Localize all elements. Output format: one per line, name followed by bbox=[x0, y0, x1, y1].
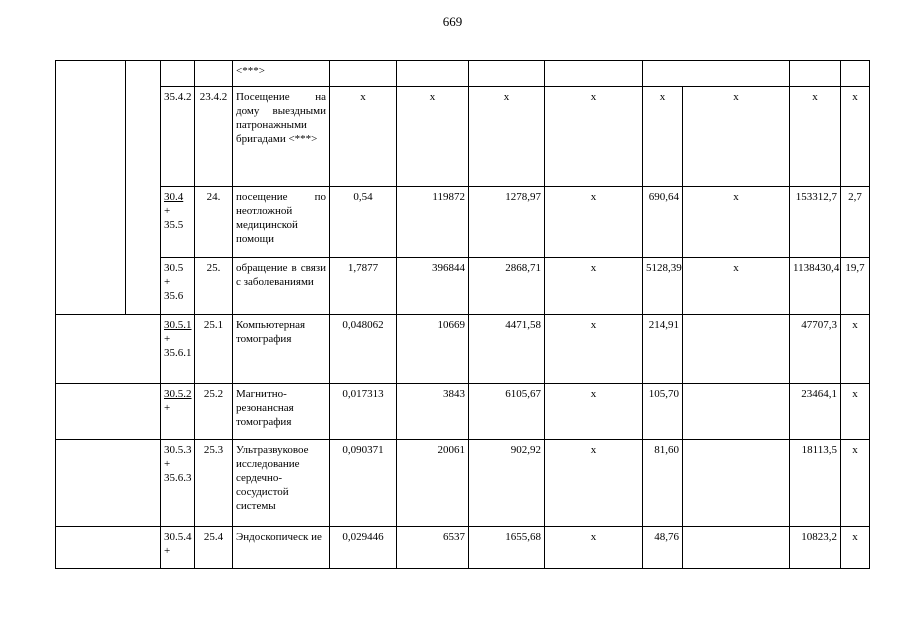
ref-cell: 30.5 + 35.6 bbox=[161, 258, 195, 315]
value-cell: x bbox=[841, 315, 870, 384]
ref-cell: 30.5.4 + bbox=[161, 527, 195, 569]
value-cell: x bbox=[841, 440, 870, 527]
value-cell bbox=[397, 61, 469, 87]
ref-cell bbox=[161, 61, 195, 87]
value-cell: 47707,3 bbox=[790, 315, 841, 384]
value-cell: 902,92 bbox=[469, 440, 545, 527]
value-cell: x bbox=[643, 87, 683, 187]
value-cell bbox=[683, 527, 790, 569]
value-cell: 2,7 bbox=[841, 187, 870, 258]
name-cell: Эндоскопическ ие bbox=[233, 527, 330, 569]
value-cell: x bbox=[683, 187, 790, 258]
value-cell: 23464,1 bbox=[790, 384, 841, 440]
name-cell: посещение по неотложной медицинской помощи bbox=[233, 187, 330, 258]
value-cell: x bbox=[683, 87, 790, 187]
value-cell: 0,048062 bbox=[330, 315, 397, 384]
blank-cell bbox=[126, 61, 161, 315]
value-cell: x bbox=[397, 87, 469, 187]
table-row bbox=[56, 61, 870, 87]
blank-cell bbox=[56, 315, 161, 384]
blank-cell bbox=[56, 440, 161, 527]
value-cell: x bbox=[790, 87, 841, 187]
code-cell: 23.4.2 bbox=[195, 87, 233, 187]
value-cell: 1,7877 bbox=[330, 258, 397, 315]
code-cell bbox=[195, 61, 233, 87]
value-cell: 2868,71 bbox=[469, 258, 545, 315]
value-cell: 1655,68 bbox=[469, 527, 545, 569]
ref-cell: 30.5.3 + 35.6.3 bbox=[161, 440, 195, 527]
value-cell: x bbox=[545, 440, 643, 527]
value-cell bbox=[683, 315, 790, 384]
code-cell: 25. bbox=[195, 258, 233, 315]
value-cell bbox=[841, 61, 870, 87]
table-row bbox=[56, 527, 870, 569]
code-cell: 25.4 bbox=[195, 527, 233, 569]
value-cell: 1138430,4 bbox=[790, 258, 841, 315]
value-cell bbox=[683, 440, 790, 527]
value-cell: 5128,39 bbox=[643, 258, 683, 315]
value-cell: x bbox=[545, 87, 643, 187]
name-cell: Посещение на дому выездными патронажными бригадами <***> bbox=[233, 87, 330, 187]
value-cell: x bbox=[841, 384, 870, 440]
data-table bbox=[55, 60, 870, 569]
value-cell bbox=[643, 61, 790, 87]
blank-cell bbox=[56, 61, 126, 315]
page-number: 669 bbox=[442, 14, 463, 29]
value-cell: x bbox=[545, 384, 643, 440]
code-cell: 24. bbox=[195, 187, 233, 258]
name-cell: Компьютерная томография bbox=[233, 315, 330, 384]
value-cell: 105,70 bbox=[643, 384, 683, 440]
value-cell: 1278,97 bbox=[469, 187, 545, 258]
code-cell: 25.3 bbox=[195, 440, 233, 527]
value-cell bbox=[545, 61, 643, 87]
value-cell bbox=[469, 61, 545, 87]
ref-cell: 35.4.2 bbox=[161, 87, 195, 187]
table-row bbox=[56, 315, 870, 384]
value-cell bbox=[790, 61, 841, 87]
value-cell: 18113,5 bbox=[790, 440, 841, 527]
value-cell: 0,54 bbox=[330, 187, 397, 258]
value-cell: 0,029446 bbox=[330, 527, 397, 569]
name-cell: Ультразвуковое исследование сердечно-сосудистой системы bbox=[233, 440, 330, 527]
value-cell: 119872 bbox=[397, 187, 469, 258]
value-cell: x bbox=[683, 258, 790, 315]
value-cell: 396844 bbox=[397, 258, 469, 315]
value-cell: 20061 bbox=[397, 440, 469, 527]
table-row bbox=[56, 87, 870, 187]
value-cell: 6537 bbox=[397, 527, 469, 569]
table-row bbox=[56, 440, 870, 527]
value-cell: x bbox=[545, 187, 643, 258]
value-cell: x bbox=[469, 87, 545, 187]
value-cell: 4471,58 bbox=[469, 315, 545, 384]
name-cell: Магнитно-резонансная томография bbox=[233, 384, 330, 440]
value-cell: 153312,7 bbox=[790, 187, 841, 258]
value-cell: 0,090371 bbox=[330, 440, 397, 527]
value-cell bbox=[683, 384, 790, 440]
table-row bbox=[56, 258, 870, 315]
ref-cell: 30.5.1 + 35.6.1 bbox=[161, 315, 195, 384]
value-cell: 19,7 bbox=[841, 258, 870, 315]
name-cell: обращение в связи с заболеваниями bbox=[233, 258, 330, 315]
code-cell: 25.2 bbox=[195, 384, 233, 440]
value-cell: x bbox=[545, 258, 643, 315]
value-cell: 6105,67 bbox=[469, 384, 545, 440]
value-cell: 3843 bbox=[397, 384, 469, 440]
ref-cell: 30.4 + 35.5 bbox=[161, 187, 195, 258]
value-cell bbox=[330, 61, 397, 87]
value-cell: 0,017313 bbox=[330, 384, 397, 440]
value-cell: 81,60 bbox=[643, 440, 683, 527]
value-cell: x bbox=[545, 315, 643, 384]
value-cell: 48,76 bbox=[643, 527, 683, 569]
table-row bbox=[56, 384, 870, 440]
value-cell: 214,91 bbox=[643, 315, 683, 384]
table-row bbox=[56, 187, 870, 258]
name-cell: <***> bbox=[233, 61, 330, 87]
value-cell: 10669 bbox=[397, 315, 469, 384]
value-cell: 690,64 bbox=[643, 187, 683, 258]
value-cell: x bbox=[330, 87, 397, 187]
blank-cell bbox=[56, 384, 161, 440]
ref-cell: 30.5.2 + bbox=[161, 384, 195, 440]
value-cell: x bbox=[841, 87, 870, 187]
value-cell: x bbox=[841, 527, 870, 569]
code-cell: 25.1 bbox=[195, 315, 233, 384]
blank-cell bbox=[56, 527, 161, 569]
value-cell: 10823,2 bbox=[790, 527, 841, 569]
value-cell: x bbox=[545, 527, 643, 569]
